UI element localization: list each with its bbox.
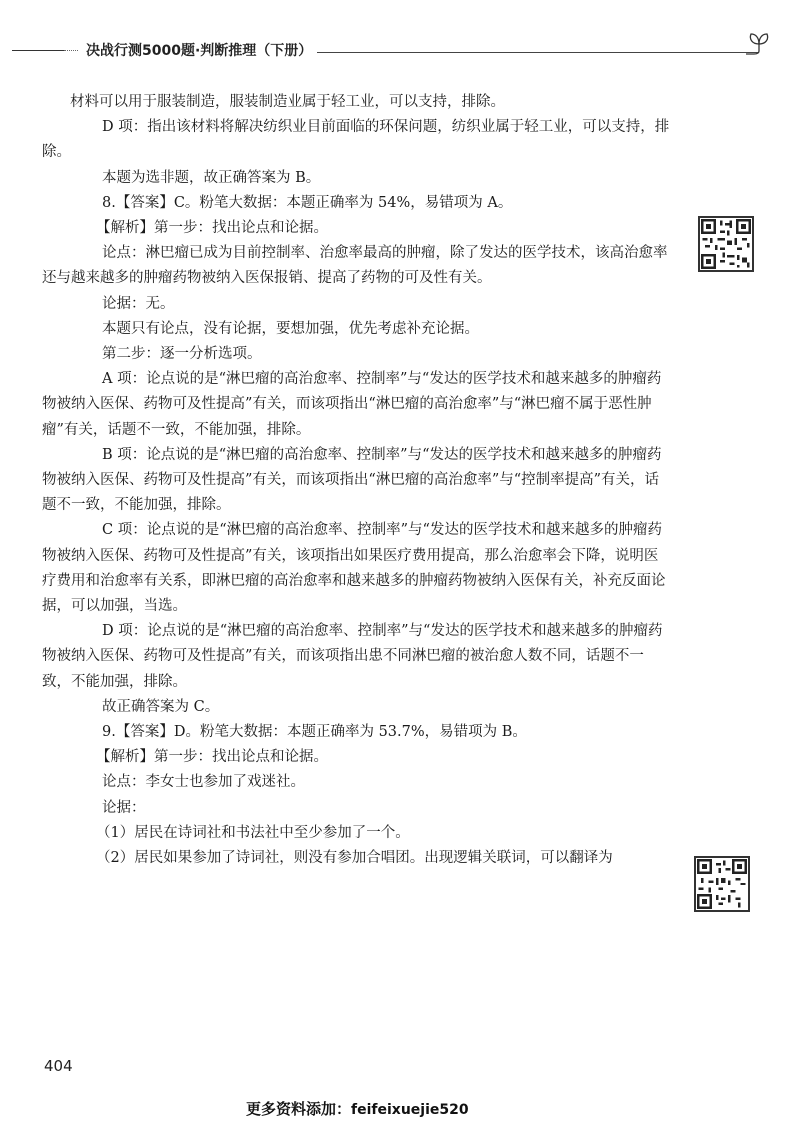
paragraph-prev-conclusion: 本题为选非题，故正确答案为 B。: [102, 169, 321, 186]
evidence-item-1-q9: （1）居民在诗词社和书法社中至少参加了一个。: [96, 824, 410, 841]
running-header: [12, 38, 772, 62]
option-b-analysis: B 项：论点说的是“淋巴瘤的高治愈率、控制率”与“发达的医学技术和越来越多的肿瘤药物被纳入医保、药物可及性提高”有关，而该项指出“淋巴瘤的高治愈率”与“控制率提高”有关，话题不一致，不能加强，排除。: [42, 446, 662, 514]
evidence-label-q9: 论据：: [102, 799, 146, 816]
header-rule-dots: [64, 50, 78, 51]
analysis-heading-q9: 【解析】第一步：找出论点和论据。: [96, 749, 328, 766]
answer-heading-q9: 9.【答案】D。粉笔大数据：本题正确率为 53.7%，易错项为 B。: [102, 724, 527, 741]
answer-heading-q8: 8.【答案】C。粉笔大数据：本题正确率为 54%，易错项为 A。: [102, 194, 513, 211]
paragraph-option-d-prev: D 项：指出该材料将解决纺织业目前面临的环保问题，纺织业属于轻工业，可以支持，排除。: [42, 119, 670, 161]
thesis-q8: 论点：淋巴瘤已成为目前控制率、治愈率最高的肿瘤，除了发达的医学技术，该高治愈率还与越来越多的肿瘤药物被纳入医保报销、提高了药物的可及性有关。: [42, 245, 668, 287]
footer-note-contact: feifeixuejie520: [351, 1102, 469, 1118]
book-title: 决战行测5000题·判断推理（下册）: [86, 43, 313, 59]
page-number: 404: [44, 1057, 73, 1075]
qr-code-icon: [698, 216, 754, 272]
strategy-q8: 本题只有论点，没有论据，要想加强，优先考虑补充论据。: [102, 320, 479, 337]
conclusion-q8: 故正确答案为 C。: [102, 698, 220, 715]
option-a-analysis: A 项：论点说的是“淋巴瘤的高治愈率、控制率”与“发达的医学技术和越来越多的肿瘤药物被纳入医保、药物可及性提高”有关，而该项指出“淋巴瘤的高治愈率”与“淋巴瘤不属于恶性肿瘤”有关，话题不一致，不能加强，排除。: [42, 371, 662, 438]
footer-note: [246, 1098, 469, 1119]
step-two-q8: 第二步：逐一分析选项。: [102, 346, 262, 363]
qr-code-icon: [694, 856, 750, 912]
paragraph-continuation: 材料可以用于服装制造，服装制造业属于轻工业，可以支持，排除。: [70, 94, 505, 110]
thesis-q9: 论点：李女士也参加了戏迷社。: [102, 774, 305, 791]
footer-note-prefix: 更多资料添加：: [246, 1100, 352, 1118]
evidence-q8: 论据：无。: [102, 295, 175, 312]
option-c-analysis: C 项：论点说的是“淋巴瘤的高治愈率、控制率”与“发达的医学技术和越来越多的肿瘤药物被纳入医保、药物可及性提高”有关，该项指出如果医疗费用提高，那么治愈率会下降，说明医疗费用和治愈率有关系，即淋巴瘤的高治愈率和越来越多的肿瘤药物被纳入医保有关，补充反面论据，可以加强，当选。: [42, 522, 666, 615]
option-d-analysis: D 项：论点说的是“淋巴瘤的高治愈率、控制率”与“发达的医学技术和越来越多的肿瘤药物被纳入医保、药物可及性提高”有关，而该项指出患不同淋巴瘤的被治愈人数不同，话题不一致，不能加强，排除。: [42, 623, 663, 690]
evidence-item-2-q9: （2）居民如果参加了诗词社，则没有参加合唱团。出现逻辑关联词，可以翻译为: [96, 850, 613, 867]
analysis-heading-q8: 【解析】第一步：找出论点和论据。: [96, 220, 328, 237]
header-rule-left: [12, 50, 64, 51]
sprout-icon: [746, 30, 772, 58]
answer-explanation-body: [42, 90, 672, 871]
header-rule-right: [317, 52, 759, 53]
